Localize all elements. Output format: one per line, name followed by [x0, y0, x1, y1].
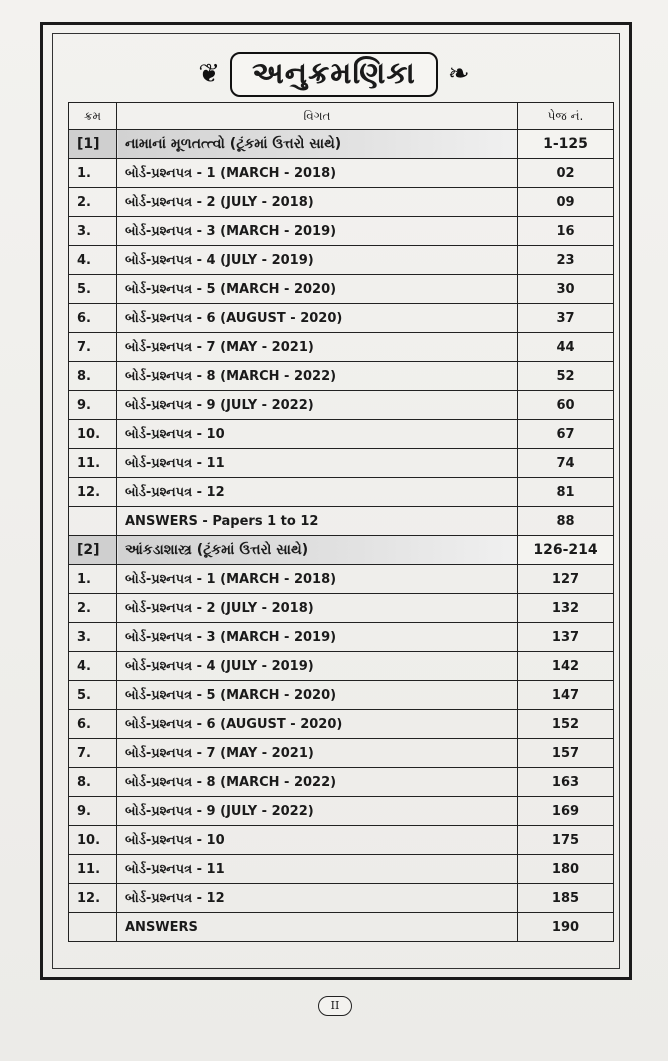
contents-table	[68, 102, 614, 942]
table-row	[69, 681, 614, 710]
table-row	[69, 594, 614, 623]
row-page: 175	[518, 826, 614, 855]
row-description: બોર્ડ-પ્રશ્નપત્ર - 9 (JULY - 2022)	[117, 797, 518, 826]
row-description: બોર્ડ-પ્રશ્નપત્ર - 7 (MAY - 2021)	[117, 333, 518, 362]
title-banner	[0, 44, 668, 104]
table-row	[69, 797, 614, 826]
row-description: બોર્ડ-પ્રશ્નપત્ર - 2 (JULY - 2018)	[117, 594, 518, 623]
row-description: બોર્ડ-પ્રશ્નપત્ર - 9 (JULY - 2022)	[117, 391, 518, 420]
row-page: 169	[518, 797, 614, 826]
row-page: 137	[518, 623, 614, 652]
row-number: 4.	[69, 246, 117, 275]
row-description: બોર્ડ-પ્રશ્નપત્ર - 7 (MAY - 2021)	[117, 739, 518, 768]
header-num: ક્રમ	[69, 103, 117, 130]
section-pages: 1-125	[518, 130, 614, 159]
row-description: બોર્ડ-પ્રશ્નપત્ર - 6 (AUGUST - 2020)	[117, 710, 518, 739]
table-row	[69, 188, 614, 217]
row-description: ANSWERS	[117, 913, 518, 942]
table-row	[69, 710, 614, 739]
row-description: બોર્ડ-પ્રશ્નપત્ર - 3 (MARCH - 2019)	[117, 623, 518, 652]
row-page: 132	[518, 594, 614, 623]
table-row	[69, 246, 614, 275]
row-number: 10.	[69, 826, 117, 855]
left-flourish-icon: ❦	[198, 59, 221, 89]
table-row	[69, 159, 614, 188]
row-page: 81	[518, 478, 614, 507]
table-row	[69, 507, 614, 536]
row-number: 7.	[69, 739, 117, 768]
row-number: 12.	[69, 478, 117, 507]
row-number: 11.	[69, 449, 117, 478]
row-page: 09	[518, 188, 614, 217]
row-page: 74	[518, 449, 614, 478]
row-number: 5.	[69, 681, 117, 710]
row-description: બોર્ડ-પ્રશ્નપત્ર - 3 (MARCH - 2019)	[117, 217, 518, 246]
table-row	[69, 217, 614, 246]
row-description: બોર્ડ-પ્રશ્નપત્ર - 2 (JULY - 2018)	[117, 188, 518, 217]
row-page: 147	[518, 681, 614, 710]
row-page: 16	[518, 217, 614, 246]
row-number: 9.	[69, 797, 117, 826]
row-description: ANSWERS - Papers 1 to 12	[117, 507, 518, 536]
page-title: અનુક્રમણિકા	[230, 52, 438, 97]
row-description: બોર્ડ-પ્રશ્નપત્ર - 4 (JULY - 2019)	[117, 652, 518, 681]
row-description: બોર્ડ-પ્રશ્નપત્ર - 10	[117, 826, 518, 855]
row-number: 3.	[69, 217, 117, 246]
table-row	[69, 362, 614, 391]
row-number: 6.	[69, 304, 117, 333]
row-page: 60	[518, 391, 614, 420]
row-description: બોર્ડ-પ્રશ્નપત્ર - 1 (MARCH - 2018)	[117, 565, 518, 594]
table-row	[69, 275, 614, 304]
row-description: બોર્ડ-પ્રશ્નપત્ર - 10	[117, 420, 518, 449]
row-number: 5.	[69, 275, 117, 304]
table-row	[69, 826, 614, 855]
row-description: બોર્ડ-પ્રશ્નપત્ર - 8 (MARCH - 2022)	[117, 768, 518, 797]
header-row	[69, 103, 614, 130]
row-description: બોર્ડ-પ્રશ્નપત્ર - 6 (AUGUST - 2020)	[117, 304, 518, 333]
section-number: [2]	[69, 536, 117, 565]
row-number: 8.	[69, 768, 117, 797]
row-page: 190	[518, 913, 614, 942]
row-page: 163	[518, 768, 614, 797]
row-description: બોર્ડ-પ્રશ્નપત્ર - 11	[117, 449, 518, 478]
row-page: 44	[518, 333, 614, 362]
row-page: 185	[518, 884, 614, 913]
section-number: [1]	[69, 130, 117, 159]
row-number: 10.	[69, 420, 117, 449]
row-page: 37	[518, 304, 614, 333]
row-number	[69, 507, 117, 536]
row-page: 127	[518, 565, 614, 594]
row-page: 142	[518, 652, 614, 681]
row-number: 2.	[69, 594, 117, 623]
table-row	[69, 884, 614, 913]
row-number: 9.	[69, 391, 117, 420]
row-description: બોર્ડ-પ્રશ્નપત્ર - 8 (MARCH - 2022)	[117, 362, 518, 391]
table-row	[69, 565, 614, 594]
row-number: 8.	[69, 362, 117, 391]
row-page: 30	[518, 275, 614, 304]
row-number: 11.	[69, 855, 117, 884]
row-description: બોર્ડ-પ્રશ્નપત્ર - 12	[117, 478, 518, 507]
row-page: 180	[518, 855, 614, 884]
row-number: 1.	[69, 565, 117, 594]
row-page: 52	[518, 362, 614, 391]
row-number	[69, 913, 117, 942]
section-pages: 126-214	[518, 536, 614, 565]
section-title: નામાનાં મૂળતત્ત્વો (ટૂંકમાં ઉત્તરો સાથે)	[117, 130, 518, 159]
table-row	[69, 768, 614, 797]
table-row	[69, 449, 614, 478]
right-flourish-icon: ❧	[447, 59, 470, 89]
row-description: બોર્ડ-પ્રશ્નપત્ર - 1 (MARCH - 2018)	[117, 159, 518, 188]
section-row	[69, 536, 614, 565]
row-number: 7.	[69, 333, 117, 362]
table-row	[69, 739, 614, 768]
row-number: 4.	[69, 652, 117, 681]
row-page: 88	[518, 507, 614, 536]
table-row	[69, 623, 614, 652]
row-number: 2.	[69, 188, 117, 217]
row-description: બોર્ડ-પ્રશ્નપત્ર - 4 (JULY - 2019)	[117, 246, 518, 275]
table-row	[69, 420, 614, 449]
table-row	[69, 391, 614, 420]
section-title: આંકડાશાસ્ત્ર (ટૂંકમાં ઉત્તરો સાથે)	[117, 536, 518, 565]
footer-page-number: II	[318, 996, 352, 1016]
header-desc: વિગત	[117, 103, 518, 130]
row-description: બોર્ડ-પ્રશ્નપત્ર - 5 (MARCH - 2020)	[117, 681, 518, 710]
row-page: 157	[518, 739, 614, 768]
row-description: બોર્ડ-પ્રશ્નપત્ર - 12	[117, 884, 518, 913]
row-page: 23	[518, 246, 614, 275]
table-row	[69, 855, 614, 884]
header-page: પેજ નં.	[518, 103, 614, 130]
row-page: 152	[518, 710, 614, 739]
section-row	[69, 130, 614, 159]
table-row	[69, 652, 614, 681]
row-number: 3.	[69, 623, 117, 652]
row-page: 02	[518, 159, 614, 188]
row-number: 1.	[69, 159, 117, 188]
row-number: 6.	[69, 710, 117, 739]
row-description: બોર્ડ-પ્રશ્નપત્ર - 5 (MARCH - 2020)	[117, 275, 518, 304]
row-page: 67	[518, 420, 614, 449]
table-row	[69, 478, 614, 507]
table-row	[69, 913, 614, 942]
row-number: 12.	[69, 884, 117, 913]
row-description: બોર્ડ-પ્રશ્નપત્ર - 11	[117, 855, 518, 884]
table-row	[69, 304, 614, 333]
table-row	[69, 333, 614, 362]
